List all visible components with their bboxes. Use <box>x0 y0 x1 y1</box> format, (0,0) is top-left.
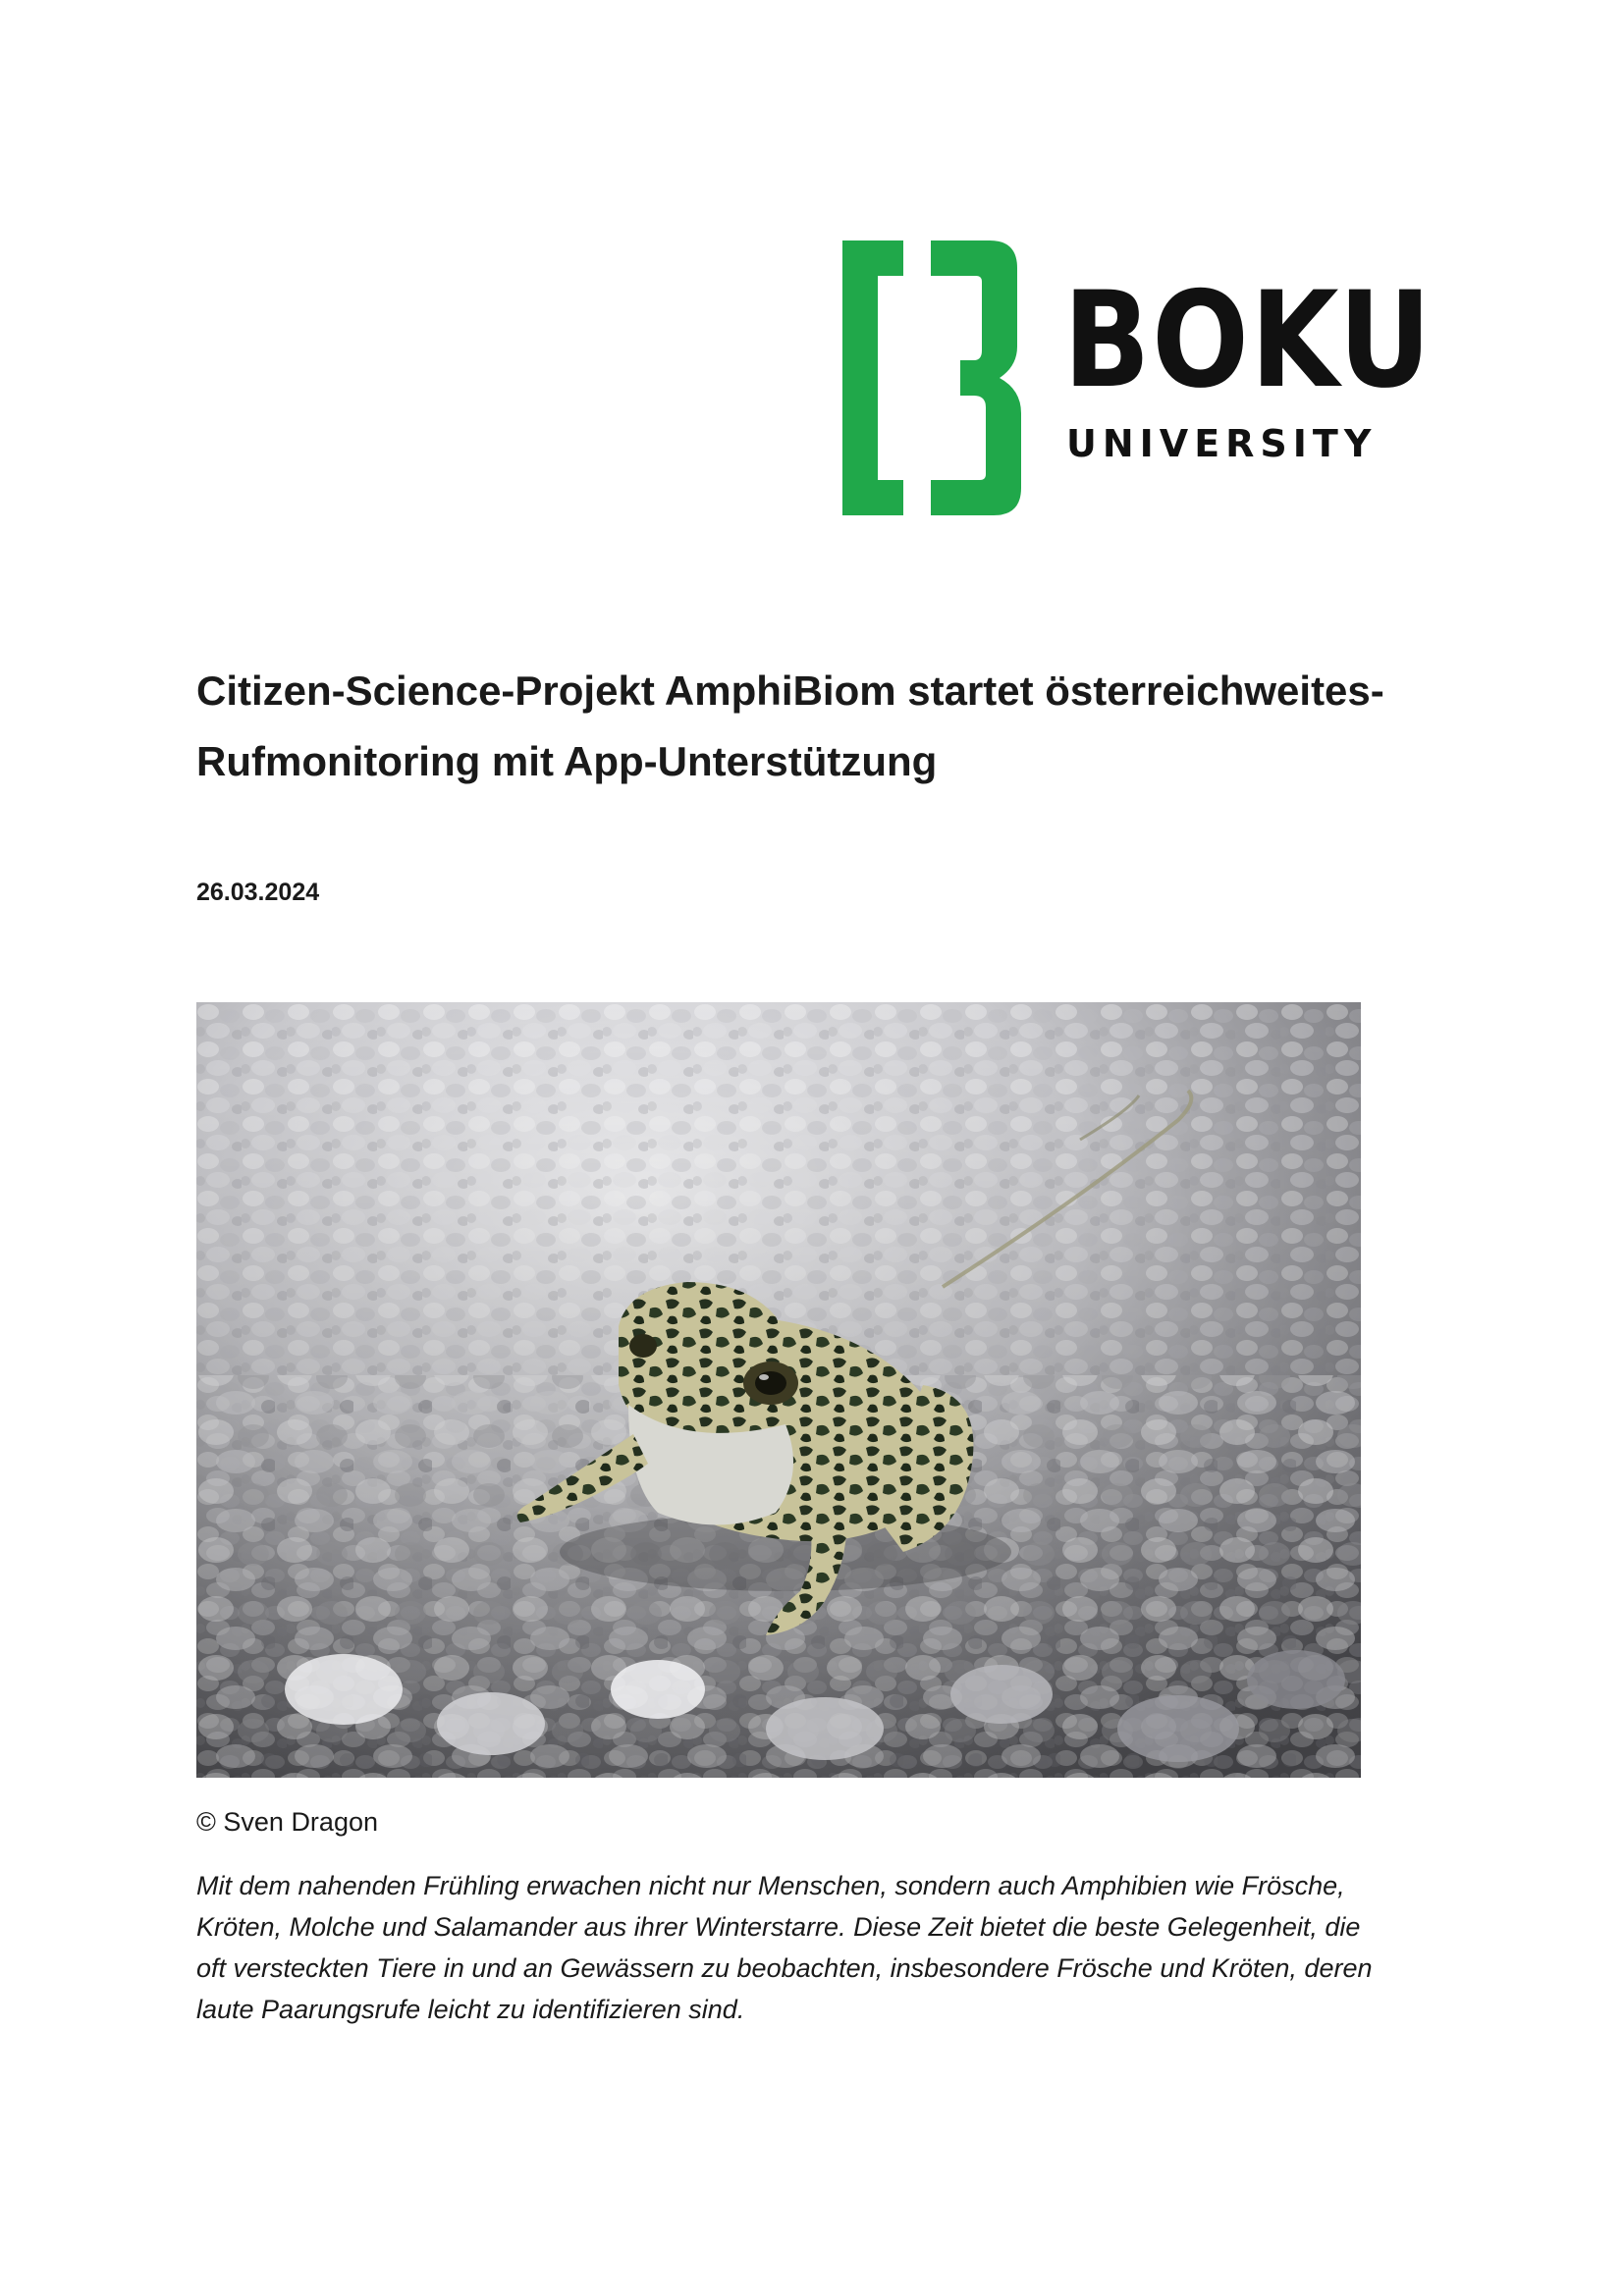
article-date: 26.03.2024 <box>196 879 320 906</box>
lead-line-2: Kröten, Molche und Salamander aus ihrer Winterstarre. Diese Zeit bietet die beste Gelegenheit, die <box>196 1912 1361 1942</box>
lead-paragraph <box>196 1865 1424 2030</box>
lead-line-3: oft versteckten Tiere in und an Gewässern zu beobachten, insbesondere Frösche und Kröten, deren <box>196 1953 1373 1983</box>
boku-logo <box>842 240 1434 515</box>
title-line-2: Rufmonitoring mit App-Unterstützung <box>196 738 938 784</box>
photo-credit: © Sven Dragon <box>196 1807 378 1837</box>
logo-subtitle: UNIVERSITY <box>1066 422 1378 465</box>
lead-line-1: Mit dem nahenden Frühling erwachen nicht nur Menschen, sondern auch Amphibien wie Frösche, <box>196 1871 1345 1900</box>
article-title <box>196 656 1473 797</box>
logo-wordmark: BOKU <box>1063 263 1434 417</box>
title-line-1: Citizen-Science-Projekt AmphiBiom startet österreichweites- <box>196 667 1384 714</box>
lead-line-4: laute Paarungsrufe leicht zu identifizieren sind. <box>196 1995 745 2024</box>
boku-bracket-icon <box>842 240 1039 515</box>
toad-photo <box>196 1002 1361 1778</box>
